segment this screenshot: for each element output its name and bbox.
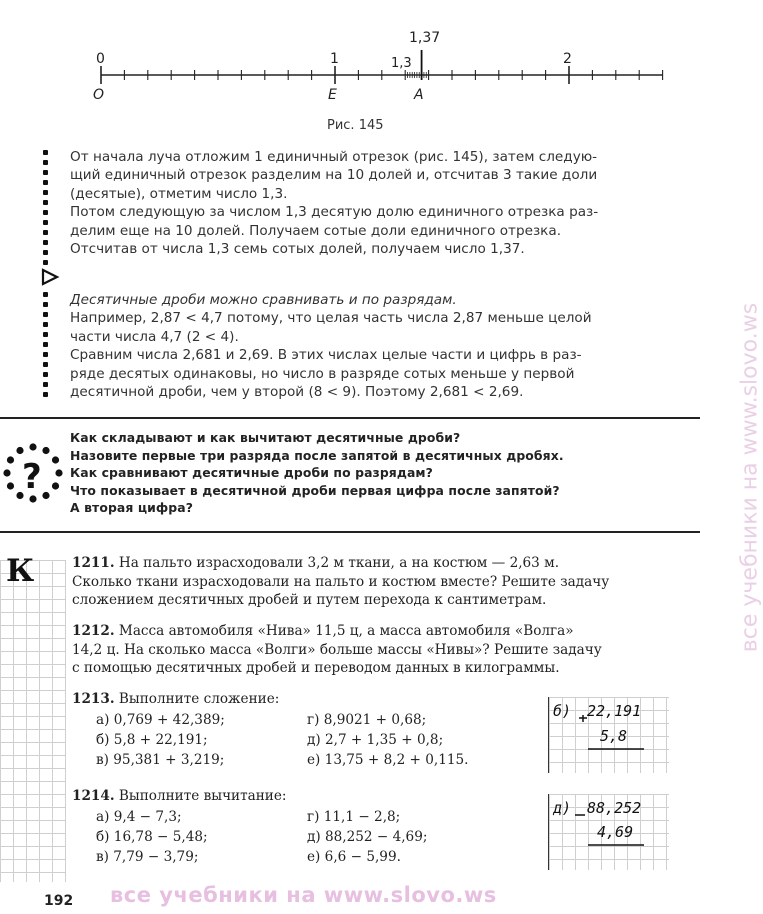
difference-underline [588, 842, 648, 848]
dot [43, 230, 48, 235]
exercise-text: Масса автомобиля «Нива» 11,5 ц, а масса автомобиля «Волга» [114, 623, 574, 639]
task-item: д) 88,252 − 4,69; [307, 829, 428, 846]
exercise-number: 1214. [72, 788, 115, 804]
exercise-1213-title [72, 690, 279, 709]
dot [43, 150, 48, 155]
dot [43, 372, 48, 377]
theory-line: части числа 4,7 (2 < 4). [70, 328, 239, 345]
task-item: в) 95,381 + 3,219; [96, 752, 225, 769]
exercise-text: с помощью десятичных дробей и переводом данных в килограммы. [72, 660, 560, 676]
exercise-text: Выполните вычитание: [114, 788, 287, 804]
handwritten-bottom: 4,69 [597, 823, 634, 841]
question-item: А вторая цифра? [70, 500, 194, 516]
theory-line: Например, 2,87 < 4,7 потому, что целая часть числа 2,87 меньше целой [70, 310, 592, 327]
dot [43, 190, 48, 195]
question-item: Что показывает в десятичной дроби первая цифра после запятой? [70, 482, 560, 498]
dot [43, 220, 48, 225]
dot [43, 322, 48, 327]
label-two: 2 [563, 51, 572, 67]
theory-line: ряде десятых одинаковы, но число в разряде сотых меньше у первой [70, 365, 575, 382]
question-item: Как сравнивают десятичные дроби по разрядам? [70, 465, 433, 481]
label-one: 1 [330, 51, 339, 67]
svg-text:?: ? [22, 457, 42, 497]
dot [43, 180, 48, 185]
theory-line: Отсчитав от числа 1,3 семь сотых долей, получаем число 1,37. [70, 241, 525, 258]
ring-dot [7, 482, 14, 489]
question-item: Назовите первые три разряда после запятой в десятичных дробях. [70, 447, 564, 463]
task-item: а) 9,4 − 7,3; [96, 809, 182, 825]
exercise-number: 1213. [72, 691, 115, 707]
question-mark-icon [2, 440, 64, 506]
dot [43, 302, 48, 307]
label-zero: 0 [96, 51, 105, 67]
dot [43, 260, 48, 265]
handwritten-label: д) [553, 799, 572, 817]
dot [43, 362, 48, 367]
questions-list [70, 429, 564, 517]
ring-dot [52, 456, 59, 463]
dot [43, 250, 48, 255]
task-item: е) 6,6 − 5,99. [307, 849, 401, 866]
watermark: все учебники на www.slovo.ws [110, 883, 497, 907]
label-E: E [328, 87, 337, 103]
page-number: 192 [44, 893, 74, 909]
dot [43, 170, 48, 175]
vertical-watermark: все учебники на www.slovo.ws [737, 302, 763, 653]
ring-dot [29, 443, 36, 450]
ring-dot [55, 469, 62, 476]
exercise-text: На пальто израсходовали 3,2 м ткани, а на костюм — 2,63 м. [114, 555, 560, 571]
dot [43, 240, 48, 245]
task-item: е) 13,75 + 8,2 + 0,115. [307, 752, 469, 769]
exercise-text: 14,2 ц. На сколько масса «Волги» больше массы «Нивы»? Решите задачу [72, 641, 602, 658]
dotted-rule-bottom [43, 292, 49, 402]
dot [43, 210, 48, 215]
task-item: а) 0,769 + 42,389; [96, 712, 225, 728]
exercise-1212 [72, 622, 682, 678]
figure-caption: Рис. 145 [327, 118, 384, 133]
label-one-three: 1,3 [391, 56, 412, 71]
theory-line: Сравним числа 2,681 и 2,69. В этих числах целые части и цифрь в раз- [70, 347, 582, 364]
handwritten-top: 22,191 [587, 702, 642, 720]
k-symbol: К [6, 553, 35, 589]
theory-paragraph-2 [70, 291, 682, 401]
ring-dot [7, 456, 14, 463]
exercise-1214-col2 [307, 807, 427, 868]
dotted-rule-top [43, 150, 49, 270]
task-item: г) 8,9021 + 0,68; [307, 712, 427, 728]
dot [43, 292, 48, 297]
dot [43, 352, 48, 357]
exercise-text: сложением десятичных дробей и путем перехода к сантиметрам. [72, 592, 547, 608]
ring-dot [42, 447, 49, 454]
theory-line: десятичной дроби, чем у второй (8 < 9). Поэтому 2,681 < 2,69. [70, 384, 524, 401]
exercise-1213-col2 [307, 710, 469, 771]
task-item: г) 11,1 − 2,8; [307, 809, 401, 825]
theory-paragraph-1 [70, 148, 682, 258]
dot [43, 312, 48, 317]
exercise-1213-col1 [96, 710, 225, 771]
exercise-1211 [72, 554, 682, 610]
theory-line: (десятые), отметим число 1,3. [70, 185, 288, 202]
exercise-text: Сколько ткани израсходовали на пальто и костюм вместе? Решите задачу [72, 573, 610, 590]
ring-dot [42, 492, 49, 499]
theory-line: делим еще на 10 долей. Получаем сотые доли единичного отрезка. [70, 222, 562, 239]
theory-line: От начала луча отложим 1 единичный отрезок (рис. 145), затем следую- [70, 149, 598, 165]
minus-sign-icon [572, 812, 592, 818]
ring-dot [16, 447, 23, 454]
task-item: б) 16,78 − 5,48; [96, 829, 208, 846]
ring-dot [3, 469, 10, 476]
dot [43, 200, 48, 205]
dot [43, 382, 48, 387]
exercise-text: Выполните сложение: [114, 691, 280, 707]
theory-line: Потом следующую за числом 1,3 десятую долю единичного отрезка раз- [70, 204, 599, 221]
handwritten-top: 88,252 [587, 799, 642, 817]
sum-underline [588, 746, 648, 752]
theory-line: щий единичный отрезок разделим на 10 долей и, отсчитав 3 такие доли [70, 167, 598, 184]
label-O: O [93, 87, 105, 103]
task-item: д) 2,7 + 1,35 + 0,8; [307, 732, 444, 749]
exercise-1214-title [72, 787, 287, 806]
theory-line: Десятичные дроби можно сравнивать и по разрядам. [70, 292, 457, 308]
ring-dot [52, 482, 59, 489]
question-item: Как складывают и как вычитают десятичные дроби? [70, 430, 461, 445]
handwritten-bottom: 5,8 [600, 727, 628, 745]
dot [43, 160, 48, 165]
exercise-number: 1211. [72, 555, 115, 571]
exercise-1214-col1 [96, 807, 208, 868]
number-line-ticks [101, 50, 663, 84]
dot [43, 342, 48, 347]
handwritten-label: б) [553, 702, 572, 720]
exercise-number: 1212. [72, 623, 115, 639]
dot [43, 392, 48, 397]
task-item: б) 5,8 + 22,191; [96, 732, 208, 749]
plus-sign-icon [570, 715, 630, 729]
label-one-thirty-seven: 1,37 [409, 30, 441, 46]
task-item: в) 7,79 − 3,79; [96, 849, 199, 866]
dot [43, 332, 48, 337]
label-A: A [414, 87, 424, 103]
grid-margin-left [0, 560, 66, 882]
triangle-marker-icon [40, 268, 60, 286]
